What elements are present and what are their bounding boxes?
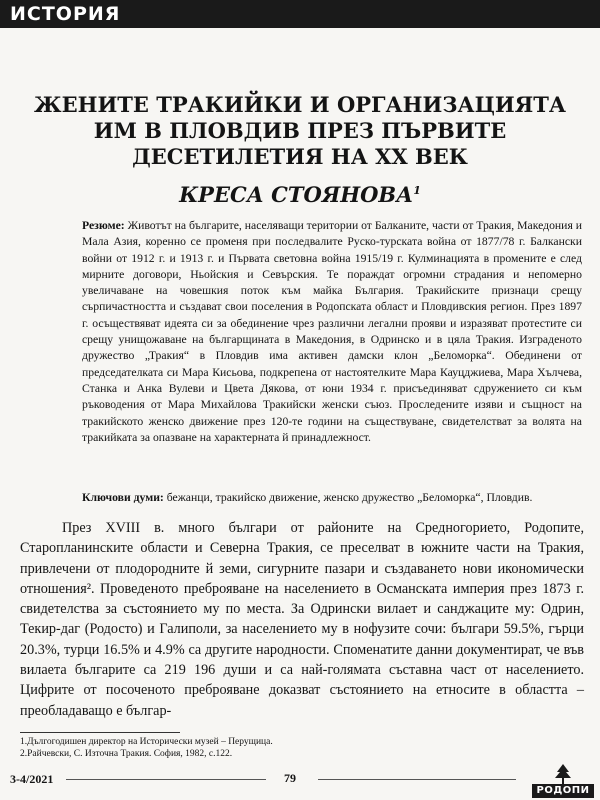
keywords-text: бежанци, тракийско движение, женско дружество „Беломорка“, Пловдив.	[163, 491, 533, 504]
tree-icon	[553, 764, 573, 784]
body-paragraph: През XVIII в. много българи от районите на Средногорието, Родопите, Старопланинските области и Северна Тракия, се преселват в южните части на Тракия, привлечени от плодородните й земи, сигурните пазари и създаването нови икономически отношения². Проведеното преброяване на населението в Османската империя през 1873 г. свидетелства за състоянието му по места. За Одрински вилает и санджаците му: Одрин, Текир-даг (Родосто) и Галиполи, за населението му в нофузите сочи: българи 59.5%, гърци 20.3%, турци 16.5% и 4.9% са другите народности. Споменатите данни документират, че във вилаета българите са 219 196 души и са най-голямата съставна част от населението. Цифрите от посоченото преброяване доказват състоянието на етносите в областта – преобладаващо е българ-	[20, 520, 584, 719]
author-name: КРЕСА СТОЯНОВА	[179, 182, 414, 207]
abstract-text: Животът на българите, населяващи територии от Балканите, части от Тракия, Македония и Мала Азия, коренно се променя при последвалите Руско-турската война от 1877/78 г. Балкански войни от 1912 г. и 1913 г. и Първата световна война 1915/19 г. Кулминацията в промените е след мирните договори, Ньойския и Севърския. Те пораждат огромни страдания и непомерно увеличаване на човешкия поток към майка България. Тракийските признаци срещу сърпичастността и създават свои поселения в Родопската област и Пловдивския регион. През 1897 г. осъществяват идеята си за обединение чрез различни легални прояви и изразяват протестите си срещу унищожаване на българщината в Македония, в Одринско и в цяла Тракия. Изграденото дружество „Тракия“ в Пловдив има активен дамски клон „Беломорка“. Обединени от председателката си Мара Кисьова, подкрепена от настоятелките Мара Кауцджиева, Мара Хълчева, Станка и Анка Вулеви и Цвета Дякова, от юни 1934 г. присъединяват сдружението си към ръководения от Мара Михайлова Тракийски женски съюз. Проследените изяви и същност на тракийското женско движение през 120-те години на съществуване, свидетелстват за волята на тракийката за опазване на характерната й принадлежност.	[82, 219, 582, 444]
section-header-band	[0, 0, 600, 28]
logo-text: РОДОПИ	[532, 784, 594, 798]
keywords	[82, 490, 582, 506]
footnote-item: 1.Дългогодишен директор на Исторически музей – Перущица.	[20, 737, 273, 747]
rodopi-logo	[532, 764, 594, 798]
author-name-block	[20, 182, 580, 207]
author-footnote-ref: 1	[413, 184, 421, 197]
page-number: 79	[284, 771, 296, 785]
title-line: ИМ В ПЛОВДИВ ПРЕЗ ПЪРВИТЕ	[93, 118, 507, 143]
abstract-label: Резюме:	[82, 219, 125, 232]
footer-rule-right	[318, 779, 516, 780]
issue-number: 3-4/2021	[10, 772, 54, 786]
page-footer	[0, 768, 600, 800]
footer-rule-left	[66, 779, 266, 780]
footnotes	[20, 736, 580, 760]
title-line: ДЕСЕТИЛЕТИЯ НА ХХ ВЕК	[132, 144, 468, 169]
section-label: ИСТОРИЯ	[10, 3, 121, 25]
footnote-item: 2.Райчевски, С. Източна Тракия. София, 1982, с.122.	[20, 749, 233, 759]
abstract	[82, 218, 582, 446]
footnote-divider	[20, 732, 180, 733]
keywords-label: Ключови думи:	[82, 491, 164, 504]
title-line: ЖЕНИТЕ ТРАКИЙКИ И ОРГАНИЗАЦИЯТА	[34, 92, 566, 117]
article-title	[20, 92, 580, 170]
